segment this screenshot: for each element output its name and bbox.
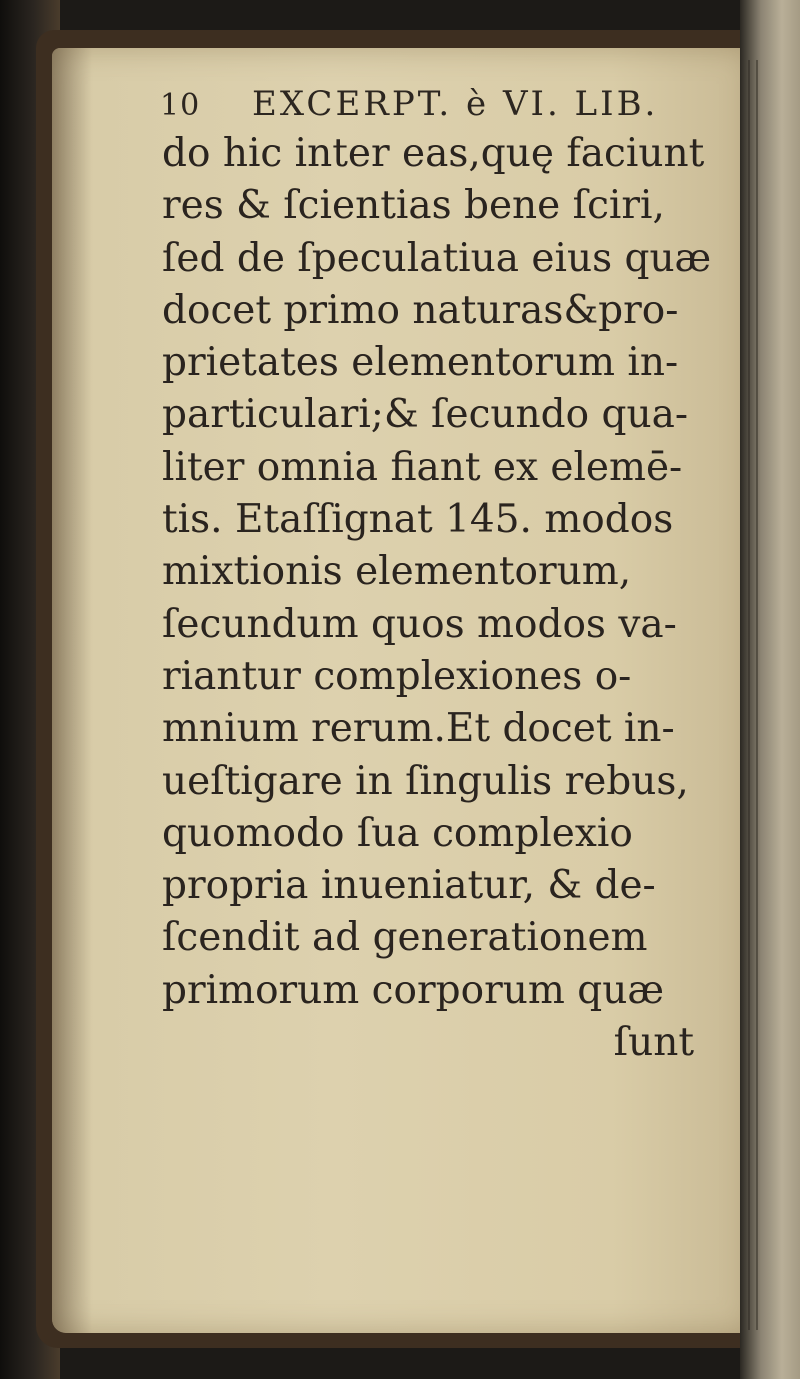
text-line: mnium rerum.Et docet in- (162, 706, 675, 752)
text-line: liter omnia fiant ex elemē- (162, 444, 683, 490)
text-line: particulari;& ſecundo qua- (162, 392, 689, 438)
text-line: ſcendit ad generationem (162, 915, 648, 961)
text-line: mixtionis elementorum, (162, 549, 632, 595)
text-line: do hic inter eas,quę faciunt (162, 131, 705, 176)
text-line: prietates elementorum in- (162, 340, 679, 386)
catchword: ſunt (613, 1020, 694, 1066)
text-line: docet primo naturas&pro- (162, 287, 679, 333)
running-header (160, 84, 720, 124)
text-line: tis. Etaſſignat 145. modos (162, 497, 674, 543)
text-line: ſed de ſpeculatiua eius quæ (162, 235, 712, 281)
page-edge-line (748, 60, 750, 1330)
text-line: ſecundum quos modos va- (162, 601, 677, 647)
text-line: primorum corporum quæ (162, 967, 664, 1013)
running-title: EXCERPT. è VI. LIB. (252, 84, 659, 124)
text-line: ueſtigare in ſingulis rebus, (162, 758, 689, 804)
text-line: riantur complexiones o- (162, 653, 632, 699)
text-line: res & ſcientias bene ſciri, (162, 183, 665, 229)
text-line: propria inueniatur, & de- (162, 863, 656, 909)
page-text (162, 128, 722, 1069)
page-edge-line (756, 60, 758, 1330)
text-line: quomodo ſua complexio (162, 810, 633, 856)
gutter-shadow (52, 48, 92, 1333)
page-number: 10 (160, 88, 201, 123)
